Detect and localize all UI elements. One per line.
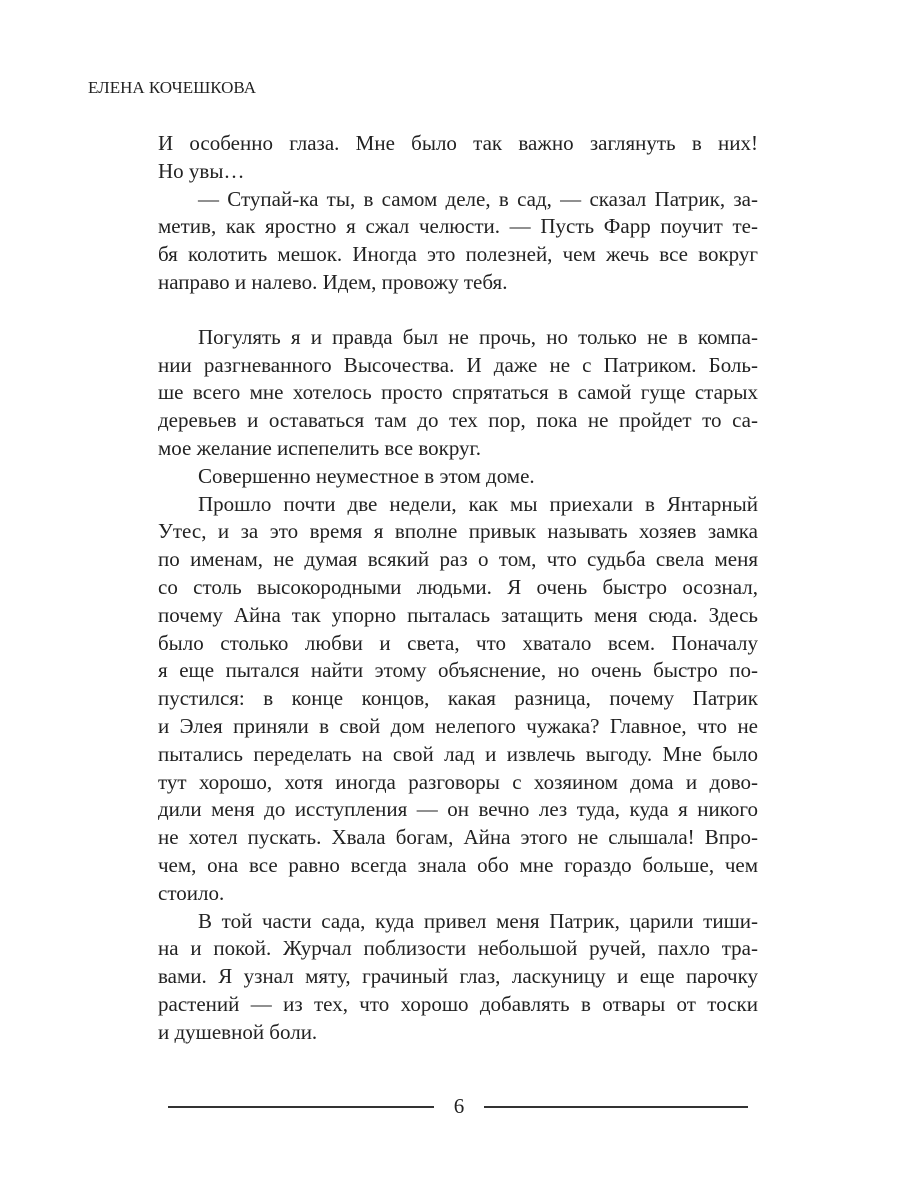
footer-rule-right [484,1106,748,1108]
text-line: и душевной боли. [158,1019,318,1044]
text-line: стоило. [158,880,225,905]
text-line: дили меня до исступления — он вечно лез туда, куда я никого [158,797,758,822]
text-line: чем, она все равно всегда знала обо мне гораздо больше, чем [158,852,758,877]
page-number: 6 [453,1094,465,1118]
text-line: Утес, и за это время я вполне привык называть хозяев замка [158,519,758,544]
text-line: Совершенно неуместное в этом доме. [198,463,535,488]
text-line: метив, как яростно я сжал челюсти. — Пусть Фарр поучит те- [158,214,758,239]
text-line: деревьев и оставаться там до тех пор, пока не пройдет то са- [158,408,758,433]
text-line: и Элея приняли в свой дом нелепого чужака? Главное, что не [158,713,758,738]
text-line: пытались переделать на свой лад и извлечь выгоду. Мне было [158,741,758,766]
paragraph [158,130,758,186]
text-line: на и покой. Журчал поблизости небольшой ручей, пахло тра- [158,936,758,961]
footer-rule-left [168,1106,434,1108]
text-line: Погулять я и правда был не прочь, но только не в компа- [198,324,758,349]
text-line: вами. Я узнал мяту, грачиный глаз, ласкуницу и еще парочку [158,964,758,989]
page-footer [168,1092,748,1120]
text-line: Но увы… [158,158,245,183]
text-line: почему Айна так упорно пыталась затащить меня сюда. Здесь [158,602,758,627]
text-line: пустился: в конце концов, какая разница, почему Патрик [158,686,758,711]
text-line: И особенно глаза. Мне было так важно заглянуть в них! [158,131,758,155]
paragraph [158,186,758,297]
text-line: ше всего мне хотелось просто спрятаться в самой гуще старых [158,380,758,405]
paragraph [158,491,758,908]
text-line: мое желание испепелить все вокруг. [158,435,482,460]
text-line: бя колотить мешок. Иногда это полезней, чем жечь все вокруг [158,242,758,267]
paragraph [158,463,758,491]
text-line: направо и налево. Идем, провожу тебя. [158,269,508,294]
running-head-author: ЕЛЕНА КОЧЕШКОВА [88,78,256,97]
text-line: было столько любви и света, что хватало всем. Поначалу [158,630,758,655]
paragraph [158,908,758,1047]
body-text [158,130,758,1047]
paragraph [158,324,758,463]
text-line: не хотел пускать. Хвала богам, Айна этого не слышала! Впро- [158,825,758,850]
text-line: тут хорошо, хотя иногда разговоры с хозяином дома и дово- [158,769,758,794]
text-line: В той части сада, куда привел меня Патрик, царили тиши- [198,908,758,933]
text-line: растений — из тех, что хорошо добавлять в отвары от тоски [158,991,758,1016]
text-line: — Ступай-ка ты, в самом деле, в сад, — сказал Патрик, за- [198,186,758,211]
text-line: со столь высокородными людьми. Я очень быстро осознал, [158,574,758,599]
text-line: я еще пытался найти этому объяснение, но очень быстро по- [158,658,758,683]
text-line: по именам, не думая всякий раз о том, что судьба свела меня [158,547,758,572]
text-line: Прошло почти две недели, как мы приехали в Янтарный [198,491,758,516]
text-line: нии разгневанного Высочества. И даже не с Патриком. Боль- [158,352,758,377]
